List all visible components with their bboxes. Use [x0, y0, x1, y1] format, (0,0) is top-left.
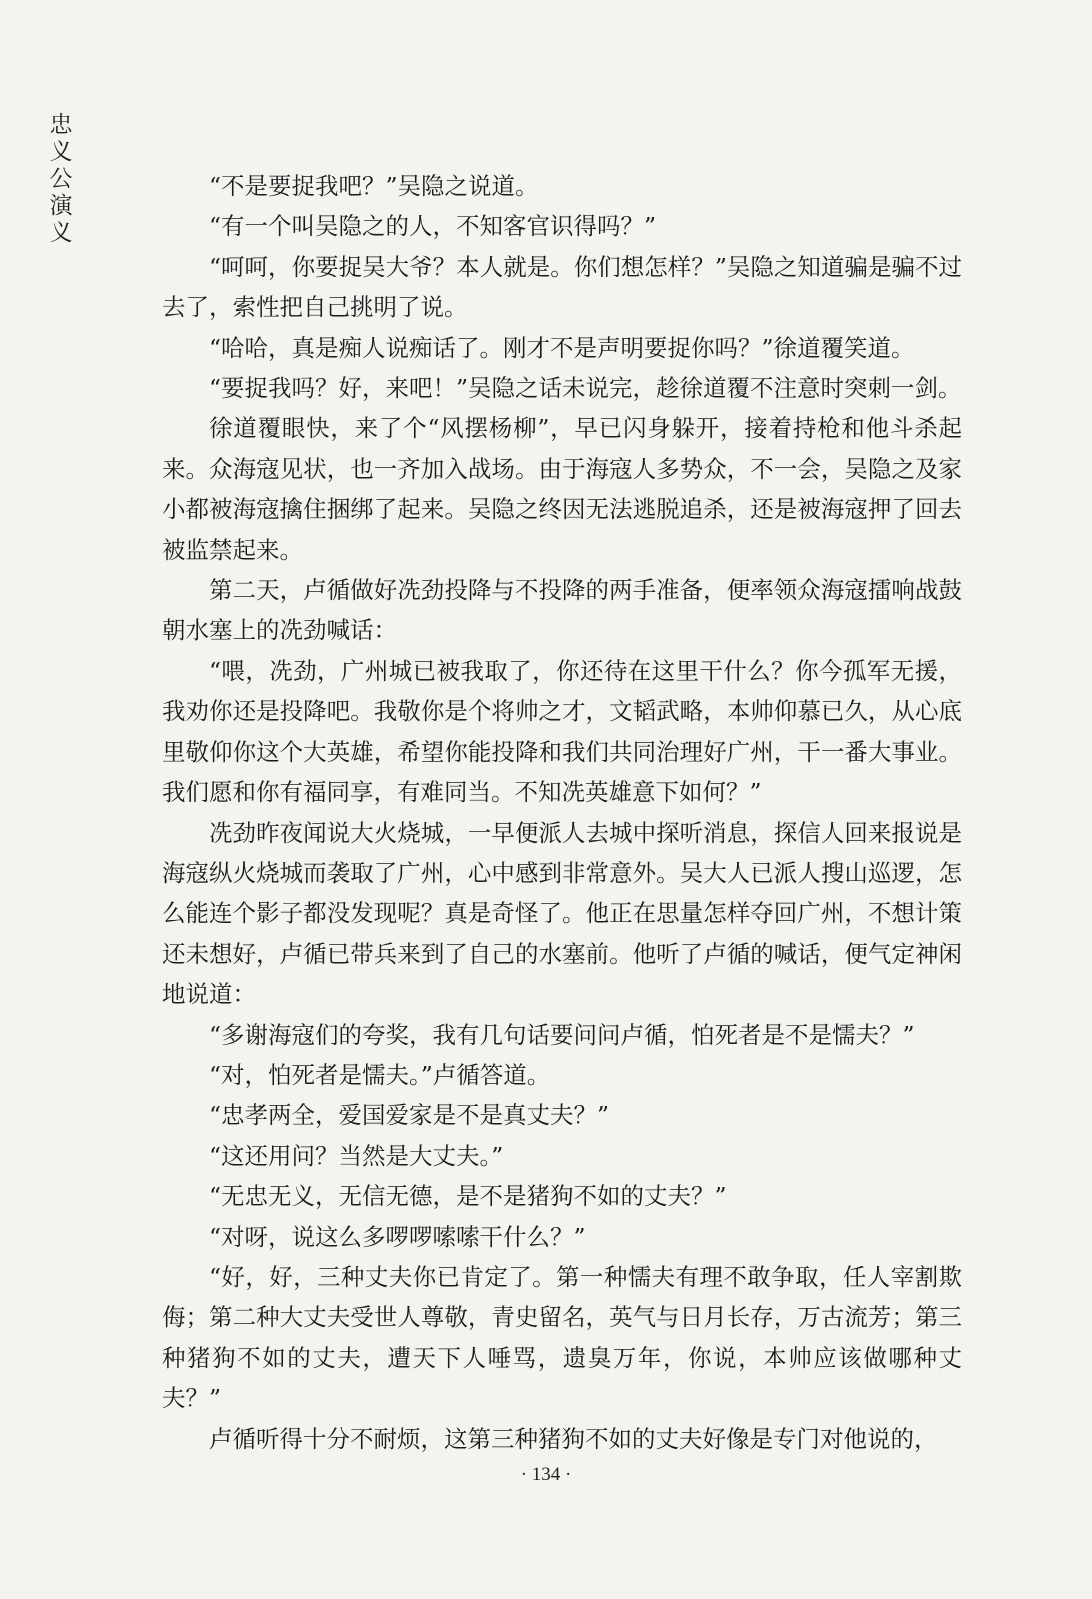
paragraph: “无忠无义，无信无德，是不是猪狗不如的丈夫？” [209, 1182, 727, 1211]
running-head-title: 忠 义 公 演 义 [49, 112, 73, 246]
paragraph: “对呀，说这么多啰啰嗦嗦干什么？” [209, 1222, 586, 1251]
paragraph: 徐道覆眼快，来了个“风摆杨柳”，早已闪身躲开，接着持枪和他斗杀起来。众海寇见状，也一齐加入战场。由于海寇人多势众，不一会，吴隐之及家小都被海寇擒住捆绑了起来。吴隐之终因无法逃脱追杀，还是被海寇押了回去被监禁起来。 [162, 414, 962, 564]
paragraph: “好，好，三种丈夫你已肯定了。第一种懦夫有理不敢争取，任人宰割欺侮；第二种大丈夫受世人尊敬，青史留名，英气与日月长存，万古流芳；第三种猪狗不如的丈夫，遭天下人唾骂，遗臭万年，你说，本帅应该做哪种丈夫？” [162, 1262, 962, 1413]
paragraph: 第二天，卢循做好冼劲投降与不投降的两手准备，便率领众海寇擂响战鼓朝水塞上的冼劲喊话： [162, 576, 962, 645]
paragraph: 卢循听得十分不耐烦，这第三种猪狗不如的丈夫好像是专门对他说的， [209, 1424, 938, 1453]
paragraph: “哈哈，真是痴人说痴话了。刚才不是声明要捉你吗？”徐道覆笑道。 [209, 333, 915, 362]
paragraph: “有一个叫吴隐之的人，不知客官识得吗？” [209, 212, 657, 241]
paragraph: “多谢海寇们的夸奖，我有几句话要问问卢循，怕死者是不是懦夫？” [209, 1020, 915, 1049]
paragraph: “呵呵，你要捉吴大爷？本人就是。你们想怎样？”吴隐之知道骗是骗不过去了，索性把自己挑明了说。 [162, 252, 962, 322]
paragraph: “忠孝两全，爱国爱家是不是真丈夫？” [209, 1101, 610, 1130]
paragraph: “对，怕死者是懦夫。”卢循答道。 [209, 1060, 551, 1089]
paragraph: “喂，冼劲，广州城已被我取了，你还待在这里干什么？你今孤军无援，我劝你还是投降吧。我敬你是个将帅之才，文韬武略，本帅仰慕已久，从心底里敬仰你这个大英雄，希望你能投降和我们共同治理好广州，干一番大事业。我们愿和你有福同享，有难同当。不知冼英雄意下如何？” [162, 656, 962, 807]
paragraph: “这还用问？当然是大丈夫。” [209, 1141, 504, 1170]
paragraph: “要捉我吗？好，来吧！”吴隐之话未说完，趁徐道覆不注意时突刺一剑。 [209, 374, 962, 403]
body-text [162, 166, 962, 1459]
paragraph: “不是要捉我吧？”吴隐之说道。 [209, 172, 539, 200]
paragraph: 冼劲昨夜闻说大火烧城，一早便派人去城中探听消息，探信人回来报说是海寇纵火烧城而袭取了广州，心中感到非常意外。吴大人已派人搜山巡逻，怎么能连个影子都没发现呢？真是奇怪了。他正在思量怎样夺回广州，不想计策还未想好，卢循已带兵来到了自己的水塞前。他听了卢循的喊话，便气定神闲地说道： [162, 818, 962, 1009]
page-number: · 134 · [520, 1464, 572, 1485]
